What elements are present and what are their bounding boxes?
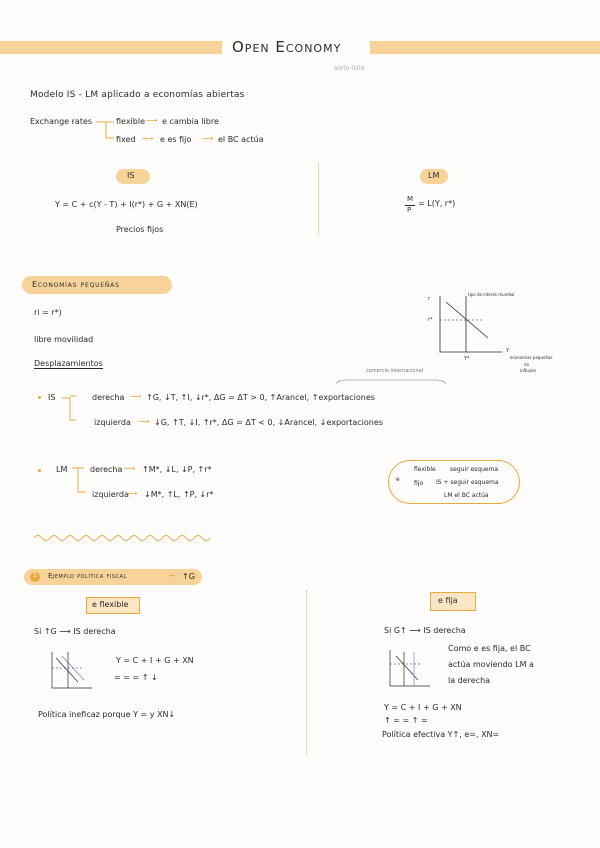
intro-line: Modelo IS - LM aplicado a economías abiertas [30, 90, 245, 100]
divider-top [318, 162, 319, 235]
right-p1: Como e es fija, el BC [448, 644, 531, 653]
flexible-result: e cambia libre [162, 117, 219, 126]
is-equation: Y = C + c(Y - T) + I(r*) + G + XN(E) [55, 200, 198, 209]
callout-flex: flexible [414, 466, 436, 473]
arrow-icon: ⟶ [202, 134, 214, 143]
bracket [336, 378, 446, 386]
left-conclusion: Política ineficaz porque Y = y XN↓ [38, 710, 176, 719]
arrow-icon: ⟶ [126, 489, 138, 498]
is-right: derecha [92, 393, 125, 402]
graph-top-note: tipo de interés mundial [468, 292, 515, 297]
bullet-lm [38, 469, 41, 472]
is-right-fx: ↑G, ↓T, ↑I, ↓r*, ΔG = ΔT > 0, ↑Arancel, ↑exportaciones [146, 393, 375, 402]
callout-fix-r2: LM el BC actúa [444, 492, 489, 499]
small-heading: Economías pequeñas [32, 280, 120, 289]
divider-bottom [306, 590, 307, 755]
left-eq-2: = = = ↑ ↓ [114, 673, 158, 682]
page-title: Open Economy [232, 38, 342, 56]
example-num: 1 [33, 572, 37, 579]
flex-graph [48, 652, 94, 692]
is-note: Precios fijos [116, 225, 164, 234]
flex-box-label: e flexible [92, 600, 129, 609]
bracket-note: comercio internacional [366, 368, 424, 374]
lm-branch [72, 464, 92, 496]
left-line-1: Si ↑G ⟶ IS derecha [34, 627, 116, 636]
fixed-result-2: el BC actúa [218, 135, 264, 144]
r-equation: ri = r*) [34, 308, 62, 317]
callout-e: e [396, 476, 400, 483]
left-eq: Y = C + I + G + XN [116, 656, 194, 665]
graph-y-label: r [428, 296, 431, 302]
arrow-icon: ⟶ [146, 116, 158, 125]
exchange-label: Exchange rates [30, 117, 93, 126]
lm-eq-num: M [407, 195, 414, 203]
is-shift-label: IS [48, 393, 56, 402]
callout-flex-r: seguir esquema [450, 466, 499, 473]
right-eq: Y = C + I + G + XN [384, 703, 462, 712]
wavy-divider [34, 532, 216, 544]
arrow-icon: → [168, 571, 175, 580]
lm-eq-rhs: = L(Y, r*) [418, 199, 456, 208]
lm-label: LM [428, 171, 440, 180]
fix-graph [386, 650, 432, 690]
bullet-is [38, 396, 41, 399]
is-label: IS [127, 171, 135, 180]
is-left-fx: ↓G, ↑T, ↓I, ↑r*, ΔG = ΔT < 0, ↓Arancel, ↓exportaciones [154, 418, 383, 427]
is-left: izquierda [94, 418, 131, 427]
graph-right-note-2: no [524, 362, 529, 367]
callout-fix: fijo [414, 480, 424, 487]
title-bar-right [370, 41, 600, 54]
example-heading-fx: ↑G [182, 572, 195, 581]
right-line-1: Si G↑ ⟶ IS derecha [384, 626, 466, 635]
arrow-icon: ⟶ [130, 392, 142, 401]
flexible-label: flexible [116, 117, 145, 126]
arrow-icon: ⟶ [142, 134, 154, 143]
small-economy-graph [436, 296, 506, 356]
graph-mid-tick: r* [428, 317, 433, 323]
arrow-icon: ⟶ [138, 417, 150, 426]
example-heading: Ejemplo política fiscal [48, 572, 127, 580]
lm-shift-label: LM [56, 465, 68, 474]
graph-right-note: economías pequeñas [510, 355, 553, 360]
fixed-label: fixed [116, 135, 136, 144]
shifts-heading: Desplazamientos [34, 359, 103, 368]
mobility: libre movilidad [34, 335, 94, 344]
graph-x-label: Y [506, 348, 510, 354]
graph-bottom-tick: Y* [464, 356, 470, 362]
author: sorto ñiño [334, 65, 365, 72]
right-eq-2: ↑ = = ↑ = [384, 716, 428, 725]
lm-left-fx: ↓M*, ↑L, ↑P, ↓r* [144, 490, 214, 499]
lm-right-fx: ↑M*, ↓L, ↓P, ↑r* [142, 465, 212, 474]
graph-right-note-3: influyen [520, 368, 537, 373]
lm-left: izquierda [92, 490, 129, 499]
right-conclusion: Política efectiva Y↑, e=, XN= [382, 730, 500, 739]
right-p3: la derecha [448, 676, 491, 685]
fixed-result: e es fijo [160, 135, 192, 144]
lm-right: derecha [90, 465, 123, 474]
title-bar-left [0, 41, 222, 54]
callout-fix-r: IS + seguir esquema [436, 479, 499, 486]
fix-box-label: e fija [438, 596, 458, 605]
right-p2: actúa moviendo LM a [448, 660, 534, 669]
lm-eq-den: P [407, 206, 412, 214]
is-branch [62, 392, 92, 424]
arrow-icon: ⟶ [124, 464, 136, 473]
